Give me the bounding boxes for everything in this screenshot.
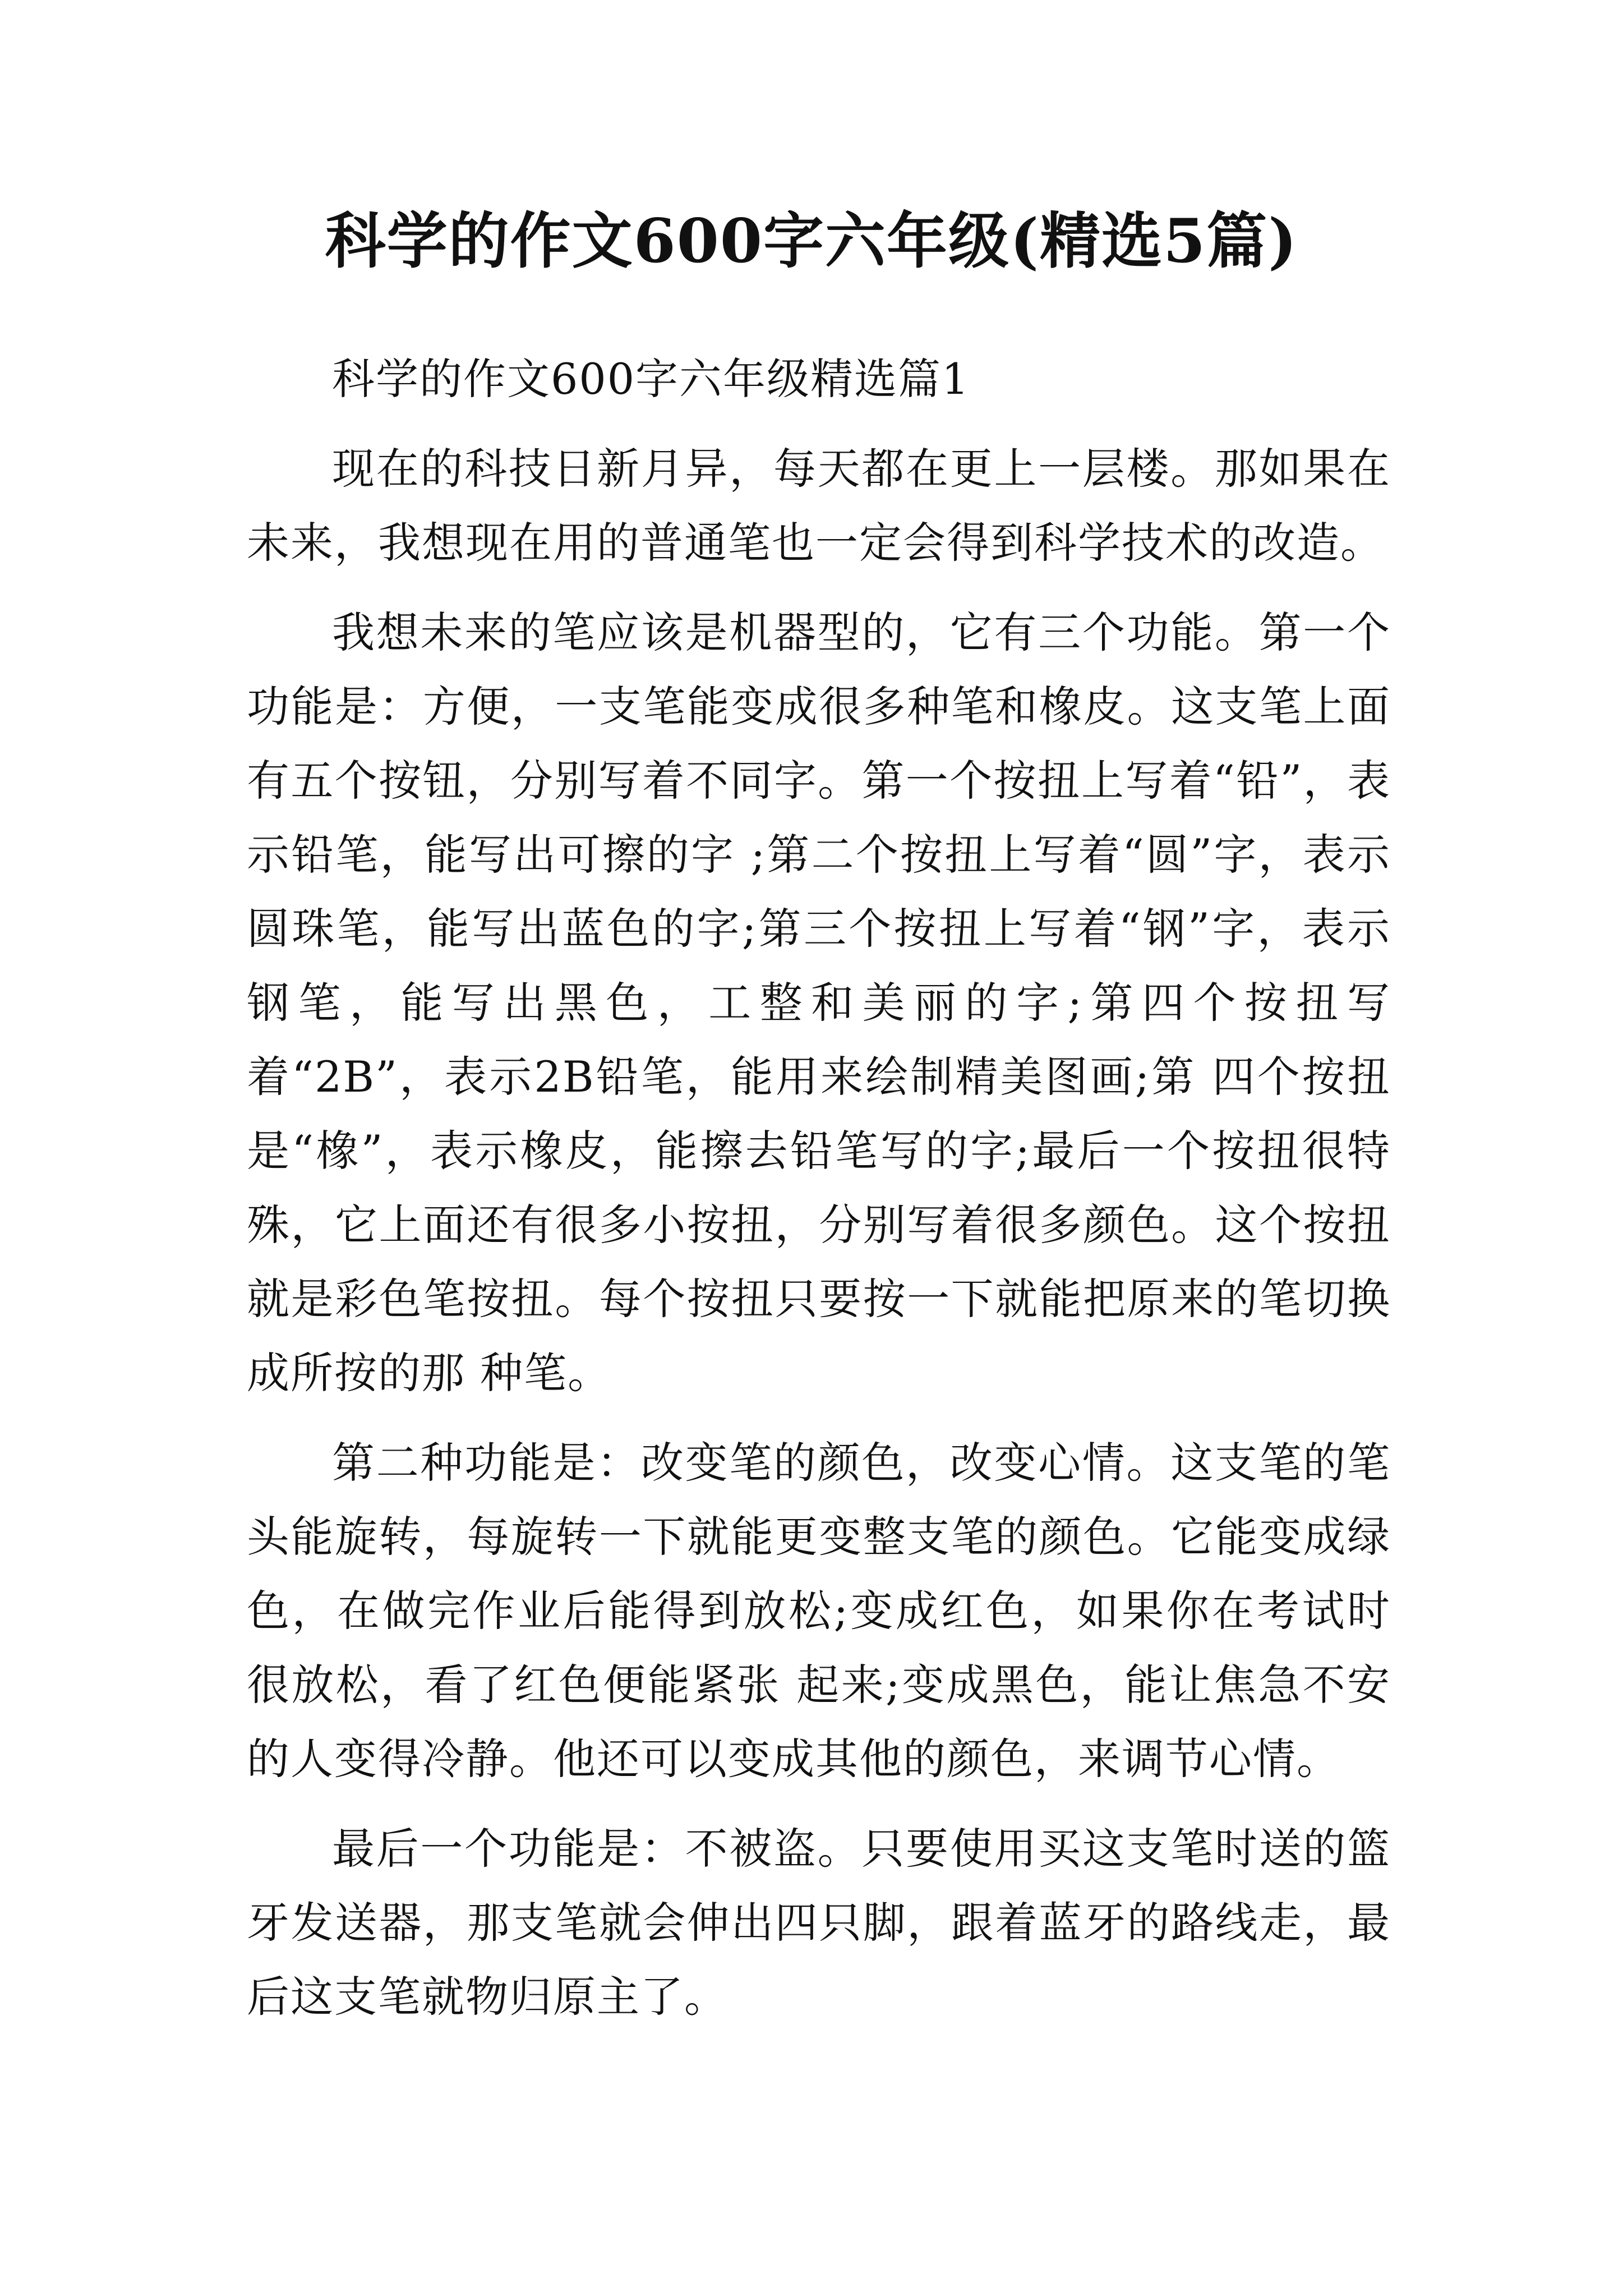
document-body bbox=[247, 342, 1391, 2034]
paragraph-function-one: 我想未来的笔应该是机器型的，它有三个功能。第一个功能是：方便，一支笔能变成很多种笔和橡皮。这支笔上面有五个按钮，分别写着不同字。第一个按扭上写着“铅”，表示铅笔，能写出可擦的字 ;第二个按扭上写着“圆”字，表示圆珠笔，能写出蓝色的字;第三个按扭上写着“钢”字，表示钢笔，能写出黑色，工整和美丽的字;第四个按扭写着“2B”，表示2B铅笔，能用来绘制精美图画;第 四个按扭是“橡”，表示橡皮，能擦去铅笔写的字;最后一个按扭很特殊，它上面还有很多小按扭，分别写着很多颜色。这个按扭就是彩色笔按扭。每个按扭只要按一下就能把原来的笔切换成所按的那 种笔。 bbox=[247, 608, 1391, 1398]
document-title: 科学的作文600字六年级(精选5篇) bbox=[325, 206, 1298, 277]
paragraph-intro: 现在的科技日新月异，每天都在更上一层楼。那如果在未来，我想现在用的普通笔也一定会得到科学技术的改造。 bbox=[247, 444, 1391, 568]
paragraph-function-two: 第二种功能是：改变笔的颜色，改变心情。这支笔的笔头能旋转，每旋转一下就能更变整支笔的颜色。它能变成绿色，在做完作业后能得到放松;变成红色，如果你在考试时很放松，看了红色便能紧张 起来;变成黑色，能让焦急不安的人变得冷静。他还可以变成其他的颜色，来调节心情。 bbox=[247, 1438, 1391, 1784]
section-heading: 科学的作文600字六年级精选篇1 bbox=[332, 354, 970, 404]
paragraph-function-three: 最后一个功能是：不被盗。只要使用买这支笔时送的篮牙发送器，那支笔就会伸出四只脚，跟着蓝牙的路线走，最后这支笔就物归原主了。 bbox=[247, 1824, 1391, 2022]
